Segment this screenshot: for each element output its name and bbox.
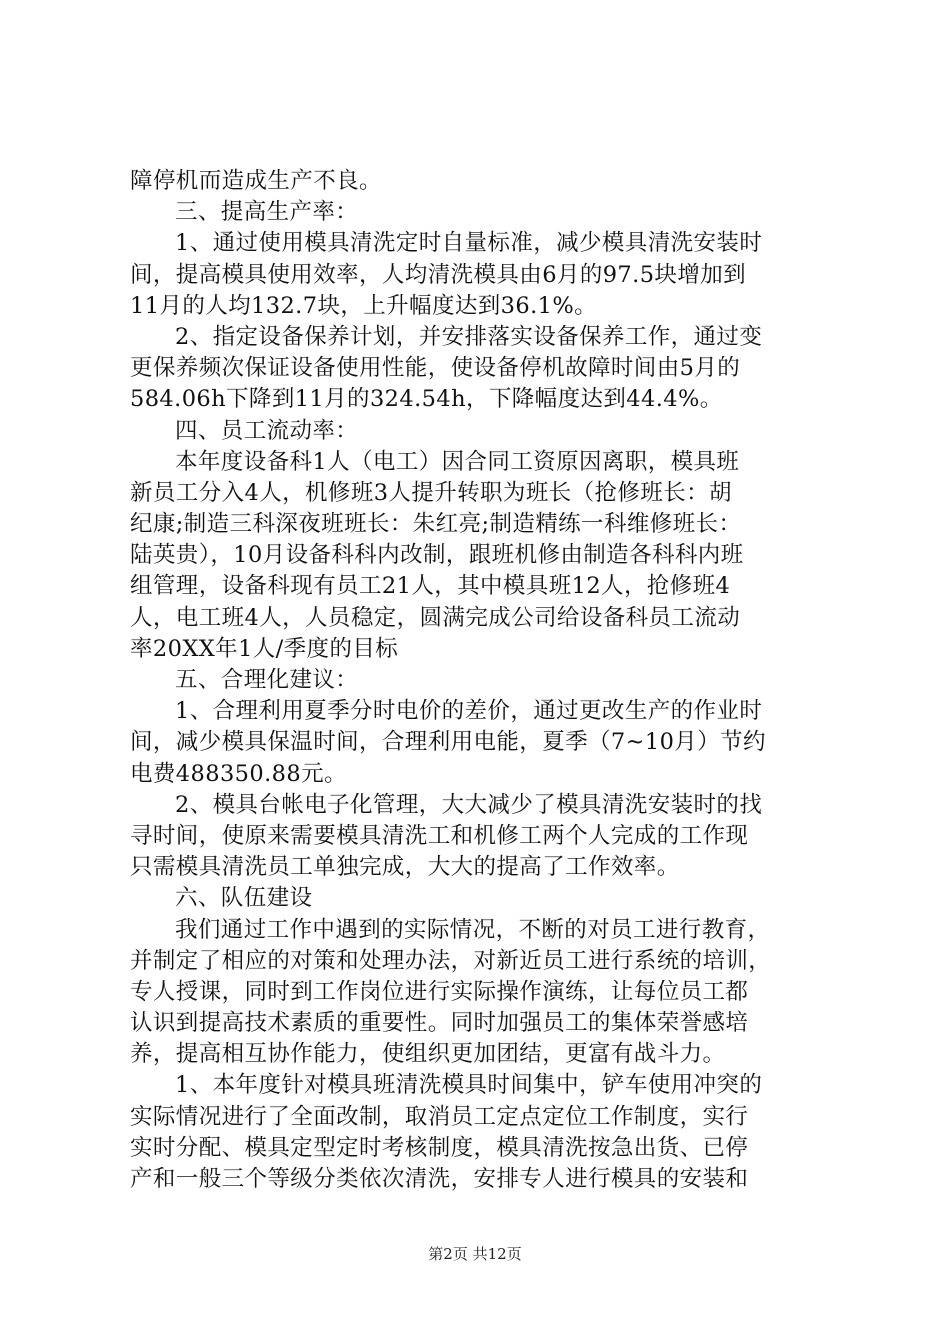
text-line: 三、提高生产率： (175, 199, 359, 226)
document-body (130, 166, 835, 1195)
text-line: 陆英贵），10月设备科科内改制，跟班机修由制造各科科内班 (130, 542, 744, 569)
text-line: 率20XX年1人/季度的目标 (130, 635, 399, 662)
text-line: 1、通过使用模具清洗定时自量标准，减少模具清洗安装时 (175, 230, 763, 257)
text-line: 间，减少模具保温时间，合理利用电能，夏季（7~10月）节约 (130, 729, 766, 756)
text-line: 纪康;制造三科深夜班班长：朱红亮;制造精练一科维修班长： (130, 511, 742, 538)
text-line: 产和一般三个等级分类依次清洗，安排专人进行模具的安装和 (130, 1166, 749, 1192)
text-line: 2、模具台帐电子化管理，大大减少了模具清洗安装时的找 (175, 791, 763, 818)
text-line: 我们通过工作中遇到的实际情况，不断的对员工进行教育， (175, 916, 771, 943)
text-line: 1、本年度针对模具班清洗模具时间集中，铲车使用冲突的 (175, 1072, 763, 1099)
text-line: 实时分配、模具定型定时考核制度，模具清洗按急出货、已停 (130, 1134, 749, 1161)
text-line: 六、队伍建设 (175, 885, 313, 912)
text-line: 并制定了相应的对策和处理办法，对新近员工进行系统的培训， (130, 947, 772, 974)
text-line: 本年度设备科1人（电工）因合同工资原因离职，模具班 (175, 448, 740, 475)
text-line: 五、合理化建议： (175, 667, 359, 693)
text-line: 584.06h下降到11月的324.54h，下降幅度达到44.4%。 (130, 386, 723, 413)
text-line: 2、指定设备保养计划，并安排落实设备保养工作，通过变 (175, 323, 763, 350)
text-line: 1、合理利用夏季分时电价的差价，通过更改生产的作业时 (175, 698, 763, 725)
page-number-label: 第2页 共12页 (428, 1245, 522, 1263)
text-line: 认识到提高技术素质的重要性。同时加强员工的集体荣誉感培 (130, 1010, 749, 1037)
text-line: 专人授课，同时到工作岗位进行实际操作演练，让每位员工都 (130, 978, 749, 1005)
text-line: 障停机而造成生产不良。 (130, 168, 382, 194)
text-line: 养，提高相互协作能力，使组织更加团结，更富有战斗力。 (130, 1041, 726, 1068)
text-line: 新员工分入4人，机修班3人提升转职为班长（抢修班长：胡 (130, 479, 732, 506)
text-line: 四、员工流动率： (175, 417, 359, 444)
text-line: 间，提高模具使用效率，人均清洗模具由6月的97.5块增加到 (130, 261, 747, 288)
page-footer (0, 1244, 950, 1264)
text-line: 电费488350.88元。 (130, 760, 347, 787)
text-line: 人，电工班4人，人员稳定，圆满完成公司给设备科员工流动 (130, 604, 741, 631)
text-line: 11月的人均132.7块，上升幅度达到36.1%。 (130, 292, 598, 319)
text-line: 更保养频次保证设备使用性能，使设备停机故障时间由5月的 (130, 355, 741, 382)
text-line: 实际情况进行了全面改制，取消员工定点定位工作制度，实行 (130, 1103, 749, 1130)
text-line: 寻时间，使原来需要模具清洗工和机修工两个人完成的工作现 (130, 822, 749, 849)
text-line: 组管理，设备科现有员工21人，其中模具班12人，抢修班4 (130, 573, 731, 600)
text-line: 只需模具清洗员工单独完成，大大的提高了工作效率。 (130, 854, 680, 881)
